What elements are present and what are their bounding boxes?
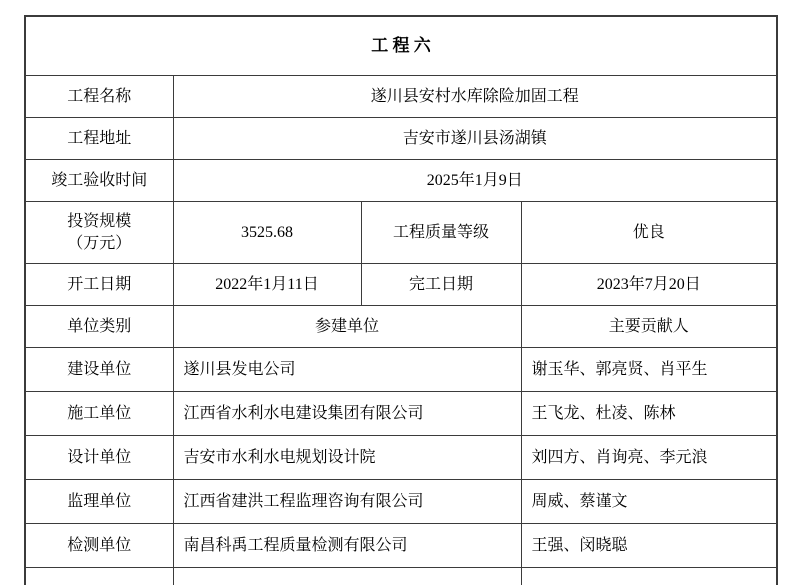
unit-name: 江西省水利水电建设集团有限公司 <box>173 392 521 436</box>
start-date-label: 开工日期 <box>25 264 173 306</box>
project-address-value: 吉安市遂川县汤湖镇 <box>173 118 777 160</box>
unit-contributors: 王强、闵晓聪 <box>521 524 777 568</box>
investment-label-line2: （万元） <box>67 234 132 252</box>
unit-name: 遂川县发电公司 <box>173 348 521 392</box>
table-title-row <box>25 16 777 76</box>
acceptance-date-label: 竣工验收时间 <box>25 160 173 202</box>
table-title: 工 程 六 <box>25 16 777 76</box>
unit-contributors: 王飞龙、杜凌、陈林 <box>521 392 777 436</box>
quality-grade-value: 优良 <box>521 202 777 264</box>
project-info-table <box>24 15 778 585</box>
table-row <box>25 160 777 202</box>
finish-date-label: 完工日期 <box>361 264 521 306</box>
unit-type-label: 设计单位 <box>25 436 173 480</box>
table-row <box>25 202 777 264</box>
contributors-header: 主要贡献人 <box>521 306 777 348</box>
unit-category-label: 单位类别 <box>25 306 173 348</box>
unit-name: 吉安市水利水电规划设计院 <box>173 436 521 480</box>
unit-contributors: 刘四方、肖询亮、李元浪 <box>521 436 777 480</box>
unit-contributors: 周威、蔡谨文 <box>521 480 777 524</box>
investment-label-line1: 投资规模 <box>67 212 132 230</box>
quality-grade-label: 工程质量等级 <box>361 202 521 264</box>
project-name-label: 工程名称 <box>25 76 173 118</box>
unit-name: 江西省建洪工程监理咨询有限公司 <box>173 480 521 524</box>
unit-type-label: 监理单位 <box>25 480 173 524</box>
unit-type-label: 建设单位 <box>25 348 173 392</box>
unit-header-row <box>25 306 777 348</box>
table-row <box>25 118 777 160</box>
investment-label <box>25 202 173 264</box>
project-name-value: 遂川县安村水库除险加固工程 <box>173 76 777 118</box>
participating-unit-header: 参建单位 <box>173 306 521 348</box>
acceptance-date-value: 2025年1月9日 <box>173 160 777 202</box>
unit-row <box>25 436 777 480</box>
table-row <box>25 76 777 118</box>
unit-row <box>25 480 777 524</box>
unit-contributors: 谢玉华、郭亮贤、肖平生 <box>521 348 777 392</box>
project-address-label: 工程地址 <box>25 118 173 160</box>
unit-row <box>25 348 777 392</box>
finish-date-value: 2023年7月20日 <box>521 264 777 306</box>
table-row <box>25 264 777 306</box>
start-date-value: 2022年1月11日 <box>173 264 361 306</box>
unit-type-label: 检测单位 <box>25 524 173 568</box>
unit-name: 南昌科禹工程质量检测有限公司 <box>173 524 521 568</box>
unit-row <box>25 392 777 436</box>
investment-value: 3525.68 <box>173 202 361 264</box>
unit-row <box>25 524 777 568</box>
unit-type-label: 施工单位 <box>25 392 173 436</box>
cutoff-row <box>25 568 777 585</box>
